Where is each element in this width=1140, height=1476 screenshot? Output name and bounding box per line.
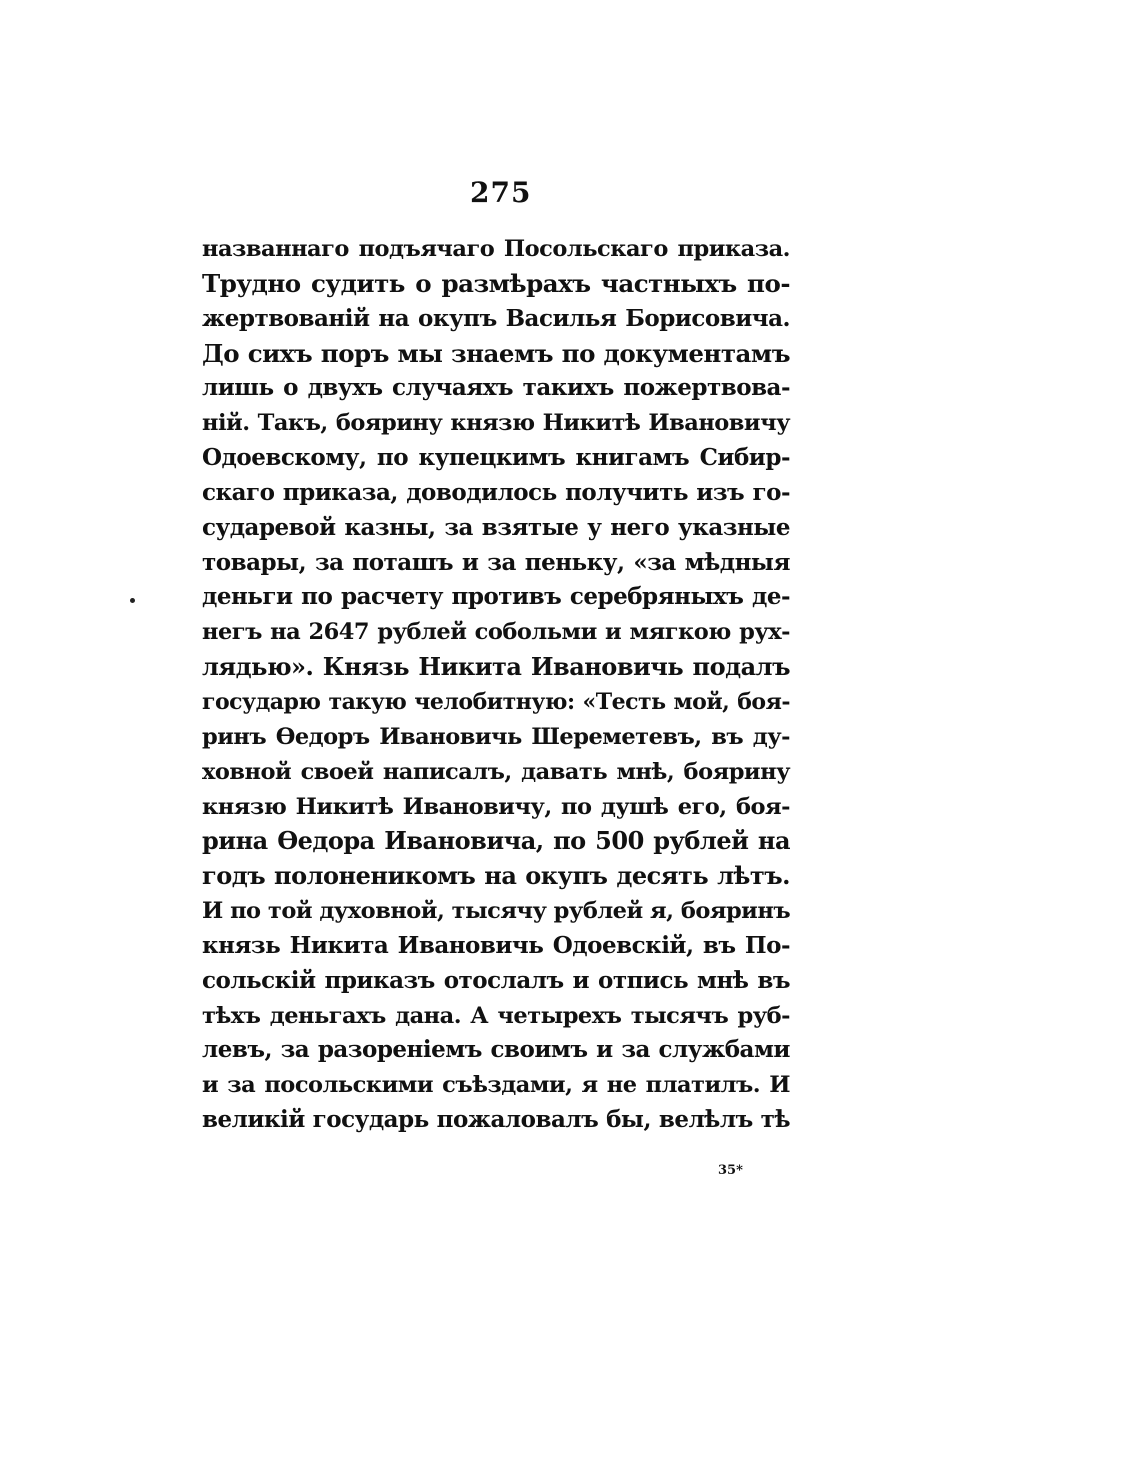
page-number: 275 <box>470 176 532 209</box>
signature-mark: 35* <box>718 1163 743 1178</box>
text-line: князь Никита Ивановичь Одоевскій, въ По- <box>202 931 790 959</box>
text-line: лядью». Князь Никита Ивановичь подалъ <box>202 652 790 682</box>
text-line: названнаго подъячаго Посольскаго приказа. <box>202 236 790 262</box>
text-line: Одоевскому, по купецкимъ книгамъ Сибир- <box>202 444 790 472</box>
text-line: скаго приказа, доводилось получить изъ го- <box>202 478 790 506</box>
text-line: До сихъ поръ мы знаемъ по документамъ <box>202 338 790 368</box>
text-line: негъ на 2647 рублей собольми и мягкою рух- <box>202 619 790 646</box>
text-line: лишь о двухъ случаяхъ такихъ пожертвова- <box>202 374 790 402</box>
text-line: рина Ѳедора Ивановича, по 500 рублей на <box>202 826 790 856</box>
text-line: сольскій приказъ отослалъ и отпись мнѣ въ <box>202 966 790 994</box>
body-text <box>202 232 790 1138</box>
text-line: И по той духовной, тысячу рублей я, бояринъ <box>202 898 791 925</box>
text-line: ринъ Ѳедоръ Ивановичь Шереметевъ, въ ду- <box>202 723 790 750</box>
text-line: товары, за поташъ и за пеньку, «за мѣдныя <box>202 548 790 576</box>
text-line: сударевой казны, за взятые у него указные <box>202 513 790 541</box>
text-line: тѣхъ деньгахъ дана. А четырехъ тысячъ руб- <box>202 1002 790 1029</box>
text-line: князю Никитѣ Ивановичу, по душѣ его, боя- <box>202 793 790 820</box>
margin-dot <box>130 598 135 603</box>
text-line: великій государь пожаловалъ бы, велѣлъ тѣ <box>202 1106 790 1134</box>
text-line: левъ, за разореніемъ своимъ и за службами <box>202 1036 790 1064</box>
text-line: государю такую челобитную: «Тесть мой, боя- <box>202 688 790 715</box>
text-line: ховной своей написалъ, давать мнѣ, боярину <box>202 758 790 785</box>
text-line: и за посольскими съѣздами, я не платилъ. И <box>202 1072 790 1099</box>
text-line: годъ полоненикомъ на окупъ десять лѣтъ. <box>202 861 790 891</box>
text-line: деньги по расчету противъ серебряныхъ де- <box>202 583 790 611</box>
text-line: ній. Такъ, боярину князю Никитѣ Ивановичу <box>202 410 790 437</box>
text-line: Трудно судить о размѣрахъ частныхъ по- <box>202 268 790 298</box>
text-line: жертвованій на окупъ Василья Борисовича. <box>202 304 790 332</box>
